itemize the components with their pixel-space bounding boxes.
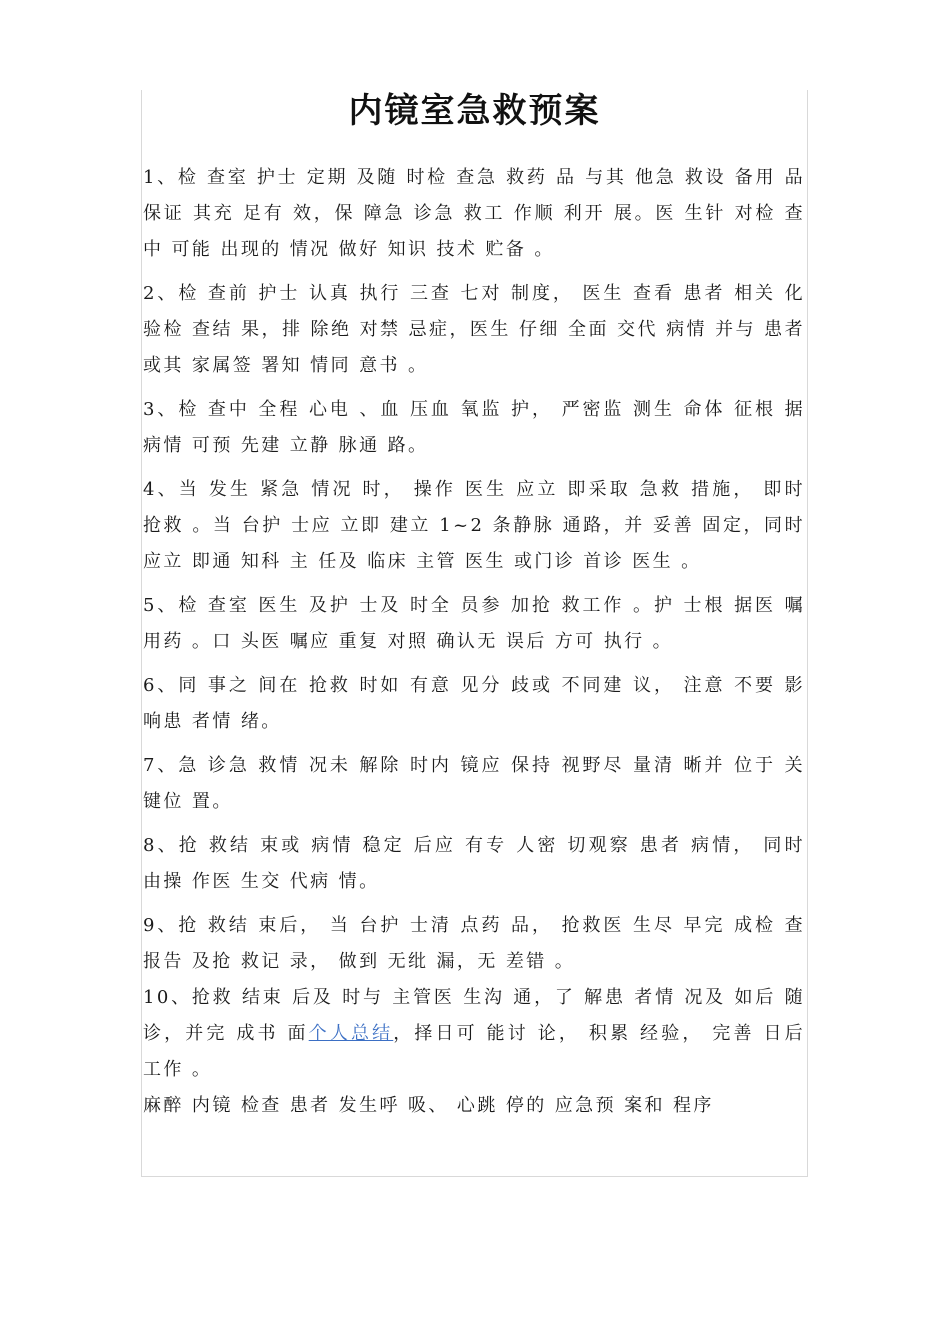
paragraph-3: 3、检 查中 全程 心电 、血 压血 氧监 护， 严密监 测生 命体 征根 据病情 可预 先建 立静 脉通 路。: [143, 399, 805, 456]
paragraph-1: 1、检 查室 护士 定期 及随 时检 查急 救药 品 与其 他急 救设 备用 品 保证 其充 足有 效，保 障急 诊急 救工 作顺 利开 展。医 生针 对检 查中 可能 出现的 情况 做好 知识 技术 贮备 。: [143, 167, 805, 260]
paragraph-10: [143, 980, 805, 1088]
paragraph-9: 9、抢 救结 束后， 当 台护 士清 点药 品， 抢救医 生尽 早完 成检 查报告 及抢 救记 录， 做到 无纰 漏，无 差错 。: [143, 915, 805, 972]
paragraph-4: 4、当 发生 紧急 情况 时， 操作 医生 应立 即采取 急救 措施， 即时 抢救 。当 台护 士应 立即 建立 1~2 条静脉 通路，并 妥善 固定，同时 应立 即通 知科 主 任及 临床 主管 医生 或门诊 首诊 医生 。: [143, 479, 805, 572]
paragraph-7: 7、急 诊急 救情 况未 解除 时内 镜应 保持 视野尽 量清 晰并 位于 关键位 置。: [143, 755, 805, 812]
personal-summary-link[interactable]: 个人总结: [308, 1023, 394, 1044]
paragraph-2: 2、检 查前 护士 认真 执行 三查 七对 制度， 医生 查看 患者 相关 化验检 查结 果，排 除绝 对禁 忌症，医生 仔细 全面 交代 病情 并与 患者 或其 家属签 署知 情同 意书 。: [143, 283, 805, 376]
paragraph-10-text-before: 10、抢救 结束 后及 时与 主管医 生沟 通，了 解患 者情 况及 如后 随诊，并完 成书 面: [143, 987, 805, 1044]
document-title: 内镜室急救预案: [348, 91, 601, 131]
paragraph-5: 5、检 查室 医生 及护 士及 时全 员参 加抢 救工作 。护 士根 据医 嘱用药 。口 头医 嘱应 重复 对照 确认无 误后 方可 执行 。: [143, 595, 805, 652]
paragraph-10-text-after: ，择日可 能讨 论， 积累 经验， 完善 日后 工作 。: [143, 1023, 806, 1080]
paragraph-8: 8、抢 救结 束或 病情 稳定 后应 有专 人密 切观察 患者 病情， 同时 由操 作医 生交 代病 情。: [143, 835, 805, 892]
paragraph-6: 6、同 事之 间在 抢救 时如 有意 见分 歧或 不同建 议， 注意 不要 影响患 者情 绪。: [143, 675, 805, 732]
closing-line: 麻醉 内镜 检查 患者 发生呼 吸、 心跳 停的 应急预 案和 程序: [143, 1095, 714, 1116]
document-body: [143, 160, 805, 1124]
